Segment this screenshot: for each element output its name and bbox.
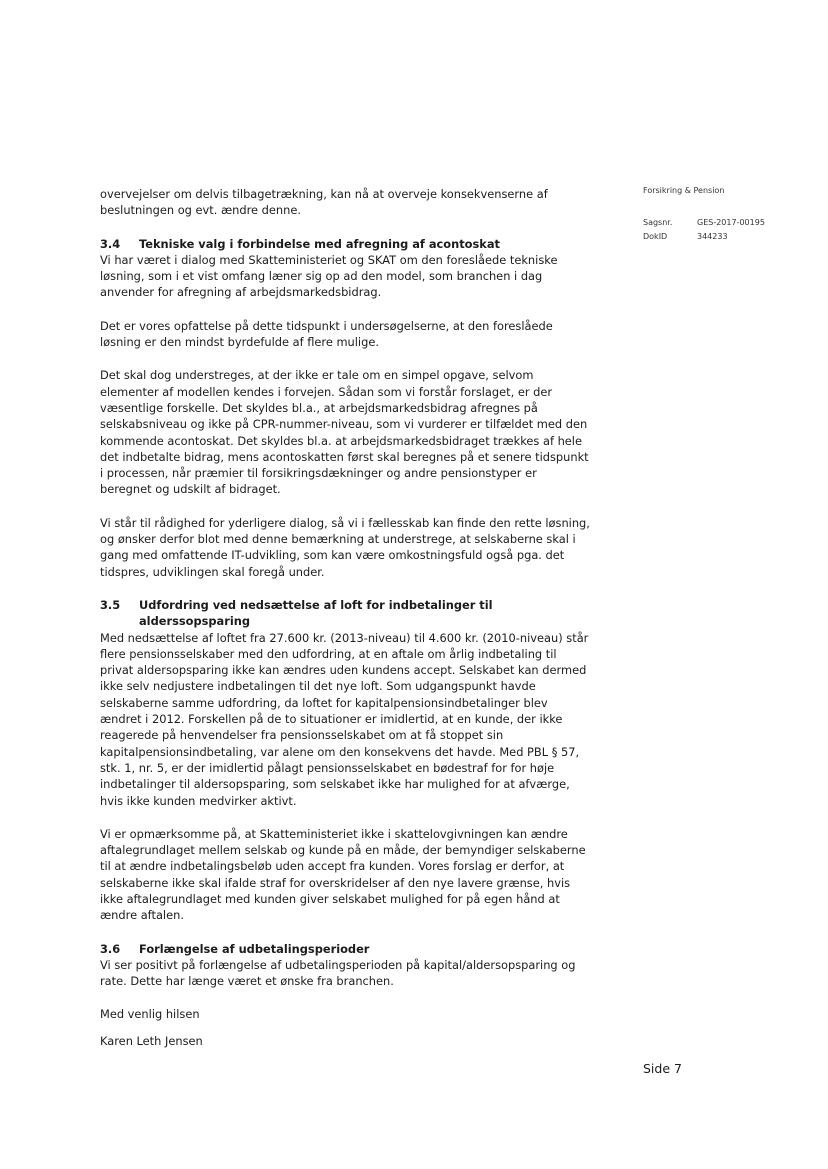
section-3-5-paragraph-1: Med nedsættelse af loftet fra 27.600 kr. (2013-niveau) til 4.600 kr. (2010-niveau) står flere pensionsselskaber med den udfordring, at en aftale om årlig indbetaling til privat aldersopsparing ikke kan ændres uden kundens accept. Selskabet kan dermed ikke selv nedjustere indbetalingen til det nye loft. Som udgangspunkt havde selskaberne samme udfordring, da loftet for kapitalpensionsindbetalinger blev ændret i 2012. Forskellen på de to situationer er imidlertid, at en kunde, der ikke reagerede på henvendelser fra pensionsselskabet om at få stoppet sin kapitalpensionsindbetaling, var alene om den konsekvens det havde. Med PBL § 57, stk. 1, nr. 5, er der imidlertid pålagt pensionsselskabet en bødestraf for for høje indbetalinger til aldersopsparing, som selskabet ikke har mulighed for at afværge, hvis ikke kunden medvirker aktivt. <box>100 630 589 808</box>
section-heading-3-4 <box>100 236 592 252</box>
section-3-5-paragraph-2: Vi er opmærksomme på, at Skatteministeriet ikke i skattelovgivningen kan ændre aftalegrundlaget mellem selskab og kunde på en måde, der bemyndiger selskaberne til at ændre indbetalingsbeløb uden accept fra kunden. Vores forslag er derfor, at selskaberne ikke skal ifalde straf for overskridelser af den nye lavere grænse, hvis ikke aftalegrundlaget med kunden giver selskabet mulighed for på egen hånd at ændre aftalen. <box>100 826 586 923</box>
letterhead-sidebar <box>643 186 813 246</box>
section-3-4-paragraph-3: Det skal dog understreges, at der ikke er tale om en simpel opgave, selvom elementer af modellen kendes i forvejen. Sådan som vi forstår forslaget, er der væsentlige forskelle. Det skyldes bl.a., at arbejdsmarkedsbidrag afregnes på selskabsniveau og ikke på CPR-nummer-niveau, som vi vurderer er tilfældet med den kommende acontoskat. Det skyldes bl.a. at arbejdsmarkedsbidraget trækkes af hele det indbetalte bidrag, mens acontoskatten først skal beregnes på et senere tidspunkt i processen, når præmier til forsikringsdækninger og andre pensionstyper er beregnet og udskilt af bidraget. <box>100 368 589 497</box>
signature-name: Karen Leth Jensen <box>100 1033 203 1048</box>
section-number: 3.6 <box>100 941 121 956</box>
case-number-row <box>643 218 813 227</box>
closing-greeting: Med venlig hilsen <box>100 1007 200 1022</box>
case-number-value: GES-2017-00195 <box>697 218 765 227</box>
intro-paragraph: overvejelser om delvis tilbagetrækning, kan nå at overveje konsekvenserne af beslutningen og evt. ændre denne. <box>100 187 548 218</box>
letter-body <box>100 186 592 1059</box>
section-title: Udfordring ved nedsættelse af loft for indbetalinger til alderssopsparing <box>139 597 493 629</box>
section-number: 3.5 <box>100 597 121 612</box>
section-number: 3.4 <box>100 236 121 251</box>
page-number: Side 7 <box>643 1061 682 1076</box>
organization-name: Forsikring & Pension <box>643 186 725 195</box>
document-id-label: DokID <box>643 232 668 241</box>
case-number-label: Sagsnr. <box>643 218 673 227</box>
section-title: Tekniske valg i forbindelse med afregning af acontoskat <box>139 236 500 251</box>
section-3-6-paragraph-1: Vi ser positivt på forlængelse af udbetalingsperioden på kapital/aldersopsparing og rate. Dette har længe været et ønske fra branchen. <box>100 957 576 989</box>
section-heading-3-5 <box>100 597 592 630</box>
document-id-value: 344233 <box>697 232 728 241</box>
section-3-4-paragraph-4: Vi står til rådighed for yderligere dialog, så vi i fællesskab kan finde den rette løsning, og ønsker derfor blot med denne bemærkning at understrege, at selskaberne skal i gang med omfattende IT-udvikling, som kan være omkostningsfuld også pga. det tidspres, udviklingen skal foregå under. <box>100 515 590 579</box>
document-id-row <box>643 232 813 241</box>
section-3-4-paragraph-1: Vi har været i dialog med Skatteministeriet og SKAT om den foreslåede tekniske løsning, som i et vist omfang læner sig op ad den model, som branchen i dag anvender for afregning af arbejdsmarkedsbidrag. <box>100 252 558 300</box>
section-heading-3-6 <box>100 941 592 957</box>
section-title: Forlængelse af udbetalingsperioder <box>139 941 370 956</box>
section-3-4-paragraph-2: Det er vores opfattelse på dette tidspunkt i undersøgelserne, at den foreslåede løsning er den mindst byrdefulde af flere mulige. <box>100 318 553 350</box>
